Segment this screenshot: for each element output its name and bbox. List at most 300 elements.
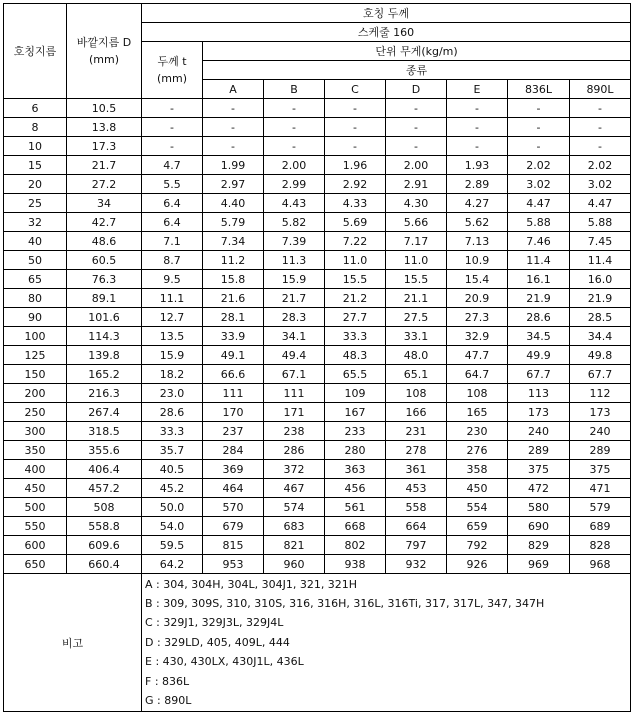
table-cell: 968 <box>570 555 631 574</box>
table-cell: 42.7 <box>67 213 142 232</box>
table-cell: 5.88 <box>570 213 631 232</box>
table-cell: 286 <box>264 441 325 460</box>
table-cell: 11.1 <box>142 289 203 308</box>
table-cell: 932 <box>386 555 447 574</box>
table-cell: 59.5 <box>142 536 203 555</box>
table-cell: 550 <box>4 517 67 536</box>
table-cell: - <box>386 99 447 118</box>
table-row <box>4 232 631 251</box>
table-cell: - <box>325 99 386 118</box>
table-cell: 500 <box>4 498 67 517</box>
table-cell: 679 <box>203 517 264 536</box>
header-outer-diameter-label: 바깥지름 D <box>76 36 132 49</box>
table-cell: - <box>264 118 325 137</box>
table-cell: 80 <box>4 289 67 308</box>
table-cell: 108 <box>447 384 508 403</box>
table-cell: 15.9 <box>264 270 325 289</box>
header-type-d: D <box>386 80 447 99</box>
table-cell: 660.4 <box>67 555 142 574</box>
table-cell: 561 <box>325 498 386 517</box>
table-row <box>4 403 631 422</box>
table-cell: - <box>508 99 570 118</box>
table-cell: 166 <box>386 403 447 422</box>
table-row <box>4 441 631 460</box>
remarks-row <box>4 574 631 712</box>
table-cell: 28.6 <box>142 403 203 422</box>
header-outer-diameter <box>67 4 142 99</box>
table-cell: 284 <box>203 441 264 460</box>
table-cell: 114.3 <box>67 327 142 346</box>
table-cell: 111 <box>203 384 264 403</box>
table-cell: 165 <box>447 403 508 422</box>
table-cell: 554 <box>447 498 508 517</box>
table-cell: 802 <box>325 536 386 555</box>
table-cell: 28.1 <box>203 308 264 327</box>
remarks-line: A : 304, 304H, 304L, 304J1, 321, 321H <box>145 577 358 591</box>
table-cell: 953 <box>203 555 264 574</box>
remarks-label: 비고 <box>4 574 142 712</box>
table-row <box>4 498 631 517</box>
table-cell: 4.33 <box>325 194 386 213</box>
table-cell: - <box>447 118 508 137</box>
table-cell: 300 <box>4 422 67 441</box>
header-type-890l: 890L <box>570 80 631 99</box>
table-cell: 450 <box>447 479 508 498</box>
table-cell: 60.5 <box>67 251 142 270</box>
table-cell: 267.4 <box>67 403 142 422</box>
table-cell: 4.47 <box>508 194 570 213</box>
table-row <box>4 308 631 327</box>
table-cell: 173 <box>508 403 570 422</box>
table-cell: 938 <box>325 555 386 574</box>
table-cell: 7.1 <box>142 232 203 251</box>
table-cell: 67.7 <box>570 365 631 384</box>
table-cell: 467 <box>264 479 325 498</box>
table-cell: 558 <box>386 498 447 517</box>
table-row <box>4 346 631 365</box>
table-cell: - <box>325 118 386 137</box>
table-cell: 27.3 <box>447 308 508 327</box>
table-cell: 690 <box>508 517 570 536</box>
header-type-a: A <box>203 80 264 99</box>
table-cell: 150 <box>4 365 67 384</box>
table-cell: 5.69 <box>325 213 386 232</box>
table-cell: 28.6 <box>508 308 570 327</box>
table-cell: 28.3 <box>264 308 325 327</box>
table-cell: 237 <box>203 422 264 441</box>
header-thickness-unit: (mm) <box>156 72 187 85</box>
table-cell: 4.7 <box>142 156 203 175</box>
table-cell: 32 <box>4 213 67 232</box>
table-row <box>4 137 631 156</box>
table-cell: 20 <box>4 175 67 194</box>
table-cell: 216.3 <box>67 384 142 403</box>
table-cell: 2.99 <box>264 175 325 194</box>
table-cell: 40.5 <box>142 460 203 479</box>
table-cell: 7.46 <box>508 232 570 251</box>
table-cell: - <box>570 118 631 137</box>
table-cell: 600 <box>4 536 67 555</box>
table-cell: - <box>325 137 386 156</box>
table-cell: 7.22 <box>325 232 386 251</box>
table-cell: 1.96 <box>325 156 386 175</box>
table-cell: 453 <box>386 479 447 498</box>
remarks-line: D : 329LD, 405, 409L, 444 <box>145 635 290 649</box>
table-cell: 11.0 <box>325 251 386 270</box>
table-cell: 21.9 <box>508 289 570 308</box>
table-cell: 8 <box>4 118 67 137</box>
remarks-line: G : 890L <box>145 693 192 707</box>
table-cell: 369 <box>203 460 264 479</box>
table-cell: 450 <box>4 479 67 498</box>
header-thickness <box>142 42 203 99</box>
table-cell: 200 <box>4 384 67 403</box>
table-cell: 668 <box>325 517 386 536</box>
table-cell: 65.1 <box>386 365 447 384</box>
table-cell: 472 <box>508 479 570 498</box>
table-cell: - <box>203 118 264 137</box>
table-cell: 27.5 <box>386 308 447 327</box>
table-cell: 48.0 <box>386 346 447 365</box>
table-cell: 125 <box>4 346 67 365</box>
table-cell: 89.1 <box>67 289 142 308</box>
table-cell: 15.5 <box>386 270 447 289</box>
table-cell: 34 <box>67 194 142 213</box>
table-cell: 659 <box>447 517 508 536</box>
table-cell: 821 <box>264 536 325 555</box>
table-cell: 66.6 <box>203 365 264 384</box>
table-row <box>4 251 631 270</box>
table-cell: - <box>142 137 203 156</box>
table-cell: 33.9 <box>203 327 264 346</box>
table-cell: 350 <box>4 441 67 460</box>
table-cell: 11.4 <box>508 251 570 270</box>
table-cell: 797 <box>386 536 447 555</box>
table-cell: 574 <box>264 498 325 517</box>
table-cell: 361 <box>386 460 447 479</box>
table-cell: 240 <box>570 422 631 441</box>
table-cell: 65.5 <box>325 365 386 384</box>
table-cell: 7.45 <box>570 232 631 251</box>
table-cell: 76.3 <box>67 270 142 289</box>
table-cell: 108 <box>386 384 447 403</box>
table-cell: 2.00 <box>386 156 447 175</box>
table-cell: 508 <box>67 498 142 517</box>
table-row <box>4 327 631 346</box>
table-cell: 2.00 <box>264 156 325 175</box>
table-cell: 49.9 <box>508 346 570 365</box>
table-cell: 4.30 <box>386 194 447 213</box>
table-cell: - <box>508 118 570 137</box>
table-cell: 13.8 <box>67 118 142 137</box>
table-row <box>4 536 631 555</box>
table-cell: 11.2 <box>203 251 264 270</box>
table-cell: - <box>570 137 631 156</box>
table-cell: 21.9 <box>570 289 631 308</box>
table-cell: 2.89 <box>447 175 508 194</box>
table-row <box>4 289 631 308</box>
table-cell: 40 <box>4 232 67 251</box>
remarks-line: E : 430, 430LX, 430J1L, 436L <box>145 655 304 669</box>
table-cell: 48.6 <box>67 232 142 251</box>
table-cell: 355.6 <box>67 441 142 460</box>
table-cell: 372 <box>264 460 325 479</box>
table-cell: 4.27 <box>447 194 508 213</box>
table-cell: 2.92 <box>325 175 386 194</box>
table-cell: 558.8 <box>67 517 142 536</box>
table-cell: - <box>203 99 264 118</box>
table-cell: 35.7 <box>142 441 203 460</box>
table-cell: 829 <box>508 536 570 555</box>
table-cell: 375 <box>508 460 570 479</box>
table-cell: 456 <box>325 479 386 498</box>
table-cell: - <box>264 137 325 156</box>
table-cell: 171 <box>264 403 325 422</box>
header-type-c: C <box>325 80 386 99</box>
table-cell: 21.6 <box>203 289 264 308</box>
table-cell: 5.79 <box>203 213 264 232</box>
table-cell: 579 <box>570 498 631 517</box>
table-cell: 48.3 <box>325 346 386 365</box>
table-cell: 112 <box>570 384 631 403</box>
header-nominal-size: 호칭지름 <box>4 4 67 99</box>
table-row <box>4 422 631 441</box>
table-cell: 5.66 <box>386 213 447 232</box>
table-cell: 23.0 <box>142 384 203 403</box>
table-cell: 683 <box>264 517 325 536</box>
remarks-line: B : 309, 309S, 310, 310S, 316, 316H, 316L, 316Ti, 317, 317L, 347, 347H <box>145 597 545 611</box>
table-cell: 815 <box>203 536 264 555</box>
table-cell: 67.1 <box>264 365 325 384</box>
table-cell: 471 <box>570 479 631 498</box>
table-cell: 7.17 <box>386 232 447 251</box>
table-cell: 2.91 <box>386 175 447 194</box>
table-row <box>4 384 631 403</box>
table-cell: 828 <box>570 536 631 555</box>
table-cell: 16.0 <box>570 270 631 289</box>
table-cell: 15 <box>4 156 67 175</box>
table-cell: 406.4 <box>67 460 142 479</box>
remarks-cell <box>142 574 631 712</box>
table-cell: - <box>447 137 508 156</box>
table-cell: 50.0 <box>142 498 203 517</box>
table-cell: 664 <box>386 517 447 536</box>
table-cell: 3.02 <box>570 175 631 194</box>
header-thickness-label: 두께 t <box>157 55 187 68</box>
table-cell: 5.62 <box>447 213 508 232</box>
table-cell: 167 <box>325 403 386 422</box>
table-cell: 280 <box>325 441 386 460</box>
table-cell: 2.02 <box>508 156 570 175</box>
table-cell: 2.02 <box>570 156 631 175</box>
table-cell: - <box>570 99 631 118</box>
table-cell: 64.2 <box>142 555 203 574</box>
table-cell: 12.7 <box>142 308 203 327</box>
table-cell: 7.34 <box>203 232 264 251</box>
remarks-line: F : 836L <box>145 674 190 688</box>
table-cell: 33.3 <box>142 422 203 441</box>
table-cell: 4.43 <box>264 194 325 213</box>
table-row <box>4 517 631 536</box>
table-cell: 926 <box>447 555 508 574</box>
table-row <box>4 194 631 213</box>
table-cell: 4.40 <box>203 194 264 213</box>
table-cell: - <box>508 137 570 156</box>
header-outer-diameter-unit: (mm) <box>88 53 119 66</box>
table-row <box>4 213 631 232</box>
table-cell: 10 <box>4 137 67 156</box>
table-cell: 11.3 <box>264 251 325 270</box>
table-cell: 64.7 <box>447 365 508 384</box>
header-kind: 종류 <box>203 61 631 80</box>
table-cell: 3.02 <box>508 175 570 194</box>
table-cell: 8.7 <box>142 251 203 270</box>
table-cell: - <box>142 99 203 118</box>
table-cell: 7.39 <box>264 232 325 251</box>
header-title: 호칭 두께 <box>142 4 631 23</box>
table-cell: 21.7 <box>67 156 142 175</box>
table-cell: 15.9 <box>142 346 203 365</box>
table-cell: 45.2 <box>142 479 203 498</box>
table-row <box>4 365 631 384</box>
table-cell: 464 <box>203 479 264 498</box>
table-cell: 233 <box>325 422 386 441</box>
remarks-line: C : 329J1, 329J3L, 329J4L <box>145 616 284 630</box>
table-cell: - <box>142 118 203 137</box>
table-row <box>4 270 631 289</box>
table-cell: 276 <box>447 441 508 460</box>
table-cell: 65 <box>4 270 67 289</box>
table-cell: 457.2 <box>67 479 142 498</box>
table-cell: 5.88 <box>508 213 570 232</box>
table-cell: 278 <box>386 441 447 460</box>
table-cell: 109 <box>325 384 386 403</box>
table-cell: 49.4 <box>264 346 325 365</box>
table-cell: 165.2 <box>67 365 142 384</box>
table-cell: 289 <box>570 441 631 460</box>
table-cell: - <box>264 99 325 118</box>
table-cell: 969 <box>508 555 570 574</box>
table-row <box>4 99 631 118</box>
table-cell: 113 <box>508 384 570 403</box>
header-type-836l: 836L <box>508 80 570 99</box>
table-cell: 13.5 <box>142 327 203 346</box>
table-cell: 231 <box>386 422 447 441</box>
table-cell: 9.5 <box>142 270 203 289</box>
table-cell: 34.4 <box>570 327 631 346</box>
table-cell: 90 <box>4 308 67 327</box>
table-row <box>4 555 631 574</box>
table-cell: 10.9 <box>447 251 508 270</box>
table-cell: - <box>386 118 447 137</box>
table-row <box>4 460 631 479</box>
table-cell: 18.2 <box>142 365 203 384</box>
table-cell: 358 <box>447 460 508 479</box>
table-cell: 792 <box>447 536 508 555</box>
table-cell: 17.3 <box>67 137 142 156</box>
header-type-b: B <box>264 80 325 99</box>
table-cell: 11.0 <box>386 251 447 270</box>
table-cell: 6.4 <box>142 213 203 232</box>
table-cell: 15.8 <box>203 270 264 289</box>
table-cell: 1.99 <box>203 156 264 175</box>
table-cell: 32.9 <box>447 327 508 346</box>
table-cell: 250 <box>4 403 67 422</box>
table-row <box>4 479 631 498</box>
table-cell: 5.5 <box>142 175 203 194</box>
table-cell: 33.3 <box>325 327 386 346</box>
table-cell: 67.7 <box>508 365 570 384</box>
table-cell: 139.8 <box>67 346 142 365</box>
table-cell: 47.7 <box>447 346 508 365</box>
table-cell: - <box>386 137 447 156</box>
table-cell: 6.4 <box>142 194 203 213</box>
table-cell: 33.1 <box>386 327 447 346</box>
table-cell: 28.5 <box>570 308 631 327</box>
table-cell: 34.1 <box>264 327 325 346</box>
table-cell: 21.7 <box>264 289 325 308</box>
table-cell: 49.8 <box>570 346 631 365</box>
table-cell: 580 <box>508 498 570 517</box>
table-cell: 375 <box>570 460 631 479</box>
table-cell: 49.1 <box>203 346 264 365</box>
table-cell: 7.13 <box>447 232 508 251</box>
table-row <box>4 118 631 137</box>
pipe-spec-table <box>3 3 631 712</box>
table-cell: 609.6 <box>67 536 142 555</box>
table-cell: 4.47 <box>570 194 631 213</box>
table-cell: 20.9 <box>447 289 508 308</box>
table-cell: 570 <box>203 498 264 517</box>
table-cell: 5.82 <box>264 213 325 232</box>
table-cell: 1.93 <box>447 156 508 175</box>
table-cell: 100 <box>4 327 67 346</box>
table-cell: 650 <box>4 555 67 574</box>
table-cell: 2.97 <box>203 175 264 194</box>
table-row <box>4 156 631 175</box>
table-cell: - <box>203 137 264 156</box>
table-cell: 15.5 <box>325 270 386 289</box>
table-cell: 50 <box>4 251 67 270</box>
table-cell: 363 <box>325 460 386 479</box>
table-cell: 111 <box>264 384 325 403</box>
table-cell: 10.5 <box>67 99 142 118</box>
table-cell: 34.5 <box>508 327 570 346</box>
table-cell: 27.2 <box>67 175 142 194</box>
table-cell: 54.0 <box>142 517 203 536</box>
table-cell: - <box>447 99 508 118</box>
table-cell: 16.1 <box>508 270 570 289</box>
table-cell: 21.2 <box>325 289 386 308</box>
table-cell: 170 <box>203 403 264 422</box>
table-cell: 960 <box>264 555 325 574</box>
table-cell: 689 <box>570 517 631 536</box>
table-cell: 240 <box>508 422 570 441</box>
table-cell: 11.4 <box>570 251 631 270</box>
table-cell: 101.6 <box>67 308 142 327</box>
header-unit-weight: 단위 무게(kg/m) <box>203 42 631 61</box>
table-row <box>4 175 631 194</box>
table-cell: 27.7 <box>325 308 386 327</box>
table-cell: 21.1 <box>386 289 447 308</box>
table-cell: 25 <box>4 194 67 213</box>
table-cell: 15.4 <box>447 270 508 289</box>
header-schedule: 스케줄 160 <box>142 23 631 42</box>
table-cell: 230 <box>447 422 508 441</box>
table-cell: 318.5 <box>67 422 142 441</box>
header-type-e: E <box>447 80 508 99</box>
table-cell: 238 <box>264 422 325 441</box>
